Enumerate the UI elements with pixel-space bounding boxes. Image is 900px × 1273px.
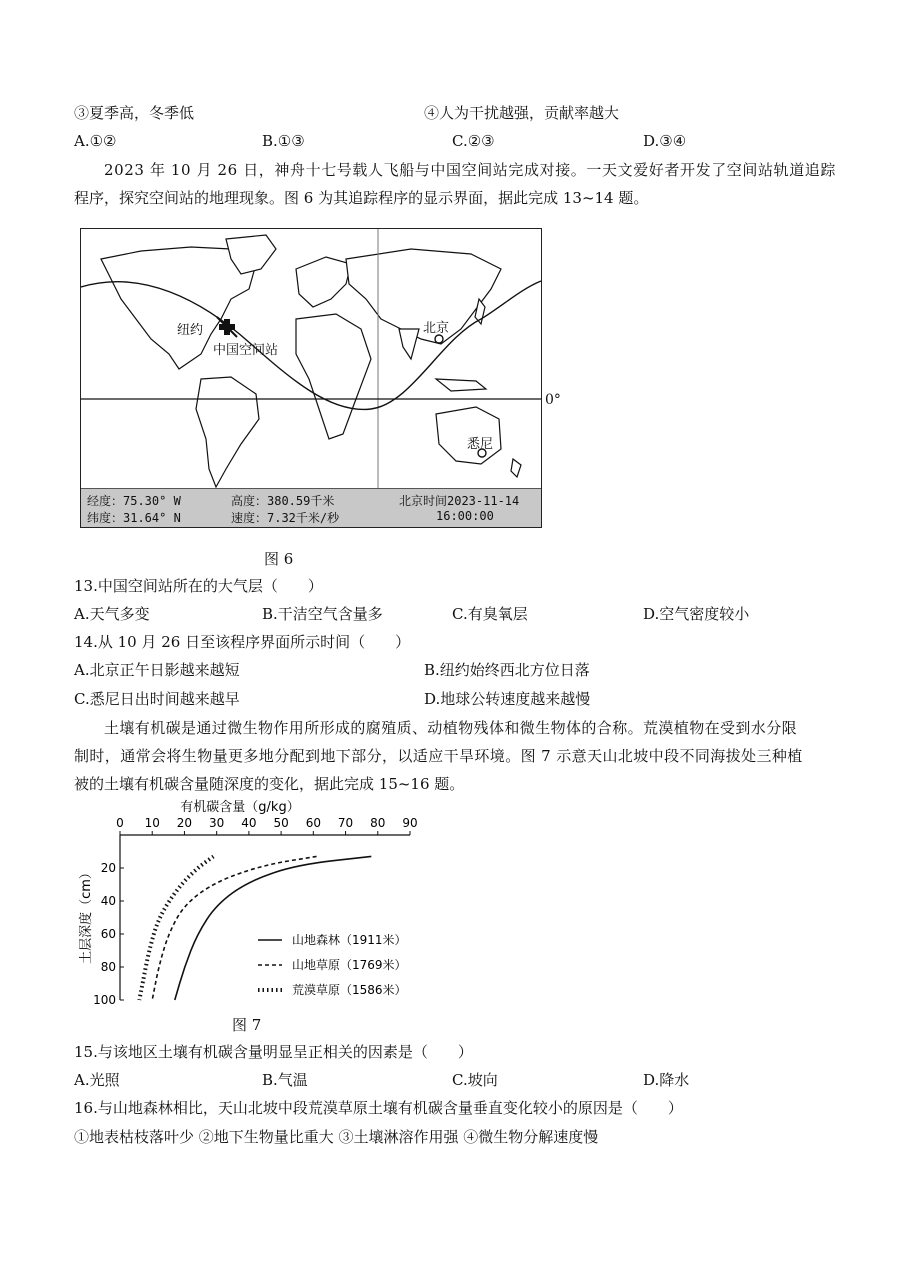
legend-label-3: 荒漠草原（1586米） — [292, 983, 407, 997]
x-axis-ticks — [116, 816, 417, 835]
x-tick-label: 30 — [209, 816, 225, 830]
label-space-station: 中国空间站 — [213, 343, 279, 358]
q15-option-d: D.降水 — [643, 1071, 690, 1089]
indonesia-shape — [436, 379, 486, 391]
choice-a: A.①② — [74, 132, 117, 150]
figure-7-caption: 图 7 — [232, 1016, 262, 1034]
new-zealand-shape — [511, 459, 521, 477]
info-beijing-date: 北京时间2023-11-14 — [399, 494, 520, 508]
series-line-2 — [152, 856, 316, 1000]
q15-option-c: C.坡向 — [452, 1071, 498, 1089]
legend-label-2: 山地草原（1769米） — [292, 958, 407, 972]
info-latitude: 纬度：31.64° N — [87, 511, 181, 525]
option-3-text: ③夏季高，冬季低 — [74, 104, 195, 122]
y-tick-label: 20 — [100, 861, 116, 875]
q13-option-b: B.干洁空气含量多 — [262, 605, 383, 623]
figure-7-chart — [70, 795, 430, 1015]
y-axis-ticks — [93, 861, 124, 1007]
q16-statements: ①地表枯枝落叶少 ②地下生物量比重大 ③土壤淋溶作用强 ④微生物分解速度慢 — [74, 1128, 599, 1146]
europe-shape — [296, 257, 351, 307]
y-tick-label: 40 — [100, 894, 116, 908]
x-tick-label: 60 — [305, 816, 321, 830]
x-tick-label: 70 — [337, 816, 354, 830]
figure-6-map — [80, 228, 542, 528]
chart-series — [139, 856, 371, 1000]
q14-option-a: A.北京正午日影越来越短 — [74, 661, 240, 679]
y-tick-label: 80 — [100, 960, 116, 974]
world-map-svg — [81, 229, 541, 527]
africa-shape — [296, 314, 371, 439]
info-altitude: 高度：380.59千米 — [231, 494, 335, 508]
info-beijing-time: 16:00:00 — [436, 509, 494, 523]
chart-ylabel: 土层深度（cm） — [79, 866, 94, 964]
question-13: 13.中国空间站所在的大气层（ ） — [74, 577, 323, 595]
q14-option-b: B.纽约始终西北方位日落 — [424, 661, 590, 679]
q13-option-c: C.有臭氧层 — [452, 605, 528, 623]
chart-xlabel: 有机碳含量（g/kg） — [180, 800, 300, 815]
passage-1-line-2: 程序，探究空间站的地理现象。图 6 为其追踪程序的显示界面，据此完成 13~14 题。 — [74, 189, 649, 207]
passage-2-line-3: 被的土壤有机碳含量随深度的变化，据此完成 15~16 题。 — [74, 775, 465, 793]
x-tick-label: 40 — [241, 816, 257, 830]
figure-6-caption: 图 6 — [264, 550, 294, 568]
q14-option-d: D.地球公转速度越来越慢 — [424, 690, 591, 708]
q13-option-d: D.空气密度较小 — [643, 605, 750, 623]
question-15: 15.与该地区土壤有机碳含量明显呈正相关的因素是（ ） — [74, 1043, 473, 1061]
choice-b: B.①③ — [262, 132, 305, 150]
choice-d: D.③④ — [643, 132, 687, 150]
space-station-icon — [217, 317, 237, 337]
q15-option-a: A.光照 — [74, 1071, 120, 1089]
choice-c: C.②③ — [452, 132, 495, 150]
chart-legend — [258, 932, 407, 997]
y-tick-label: 60 — [100, 927, 116, 941]
label-sydney: 悉尼 — [467, 437, 494, 452]
passage-1-line-1: 2023 年 10 月 26 日，神舟十七号载人飞船与中国空间站完成对接。一天文爱好者开发了空间站轨道追踪 — [104, 161, 836, 179]
label-newyork: 纽约 — [177, 323, 204, 338]
option-4-text: ④人为干扰越强，贡献率越大 — [424, 104, 620, 122]
tracker-info-panel — [81, 488, 541, 527]
x-tick-label: 0 — [116, 816, 124, 830]
x-tick-label: 10 — [144, 816, 160, 830]
continent-outlines — [101, 235, 521, 487]
india-shape — [399, 329, 419, 359]
x-tick-label: 50 — [273, 816, 289, 830]
question-14: 14.从 10 月 26 日至该程序界面所示时间（ ） — [74, 633, 411, 651]
passage-2-line-2: 制时，通常会将生物量更多地分配到地下部分，以适应干旱环境。图 7 示意天山北坡中段不同海拔处三种植 — [74, 747, 803, 765]
y-tick-label: 100 — [93, 993, 116, 1007]
south-america-shape — [196, 377, 259, 487]
label-beijing: 北京 — [423, 321, 450, 336]
series-line-1 — [175, 856, 372, 1000]
label-equator: 0° — [545, 392, 561, 408]
legend-label-1: 山地森林（1911米） — [292, 933, 407, 947]
q15-option-b: B.气温 — [262, 1071, 308, 1089]
x-tick-label: 90 — [402, 816, 418, 830]
q14-option-c: C.悉尼日出时间越来越早 — [74, 690, 240, 708]
q13-option-a: A.天气多变 — [74, 605, 150, 623]
passage-2-line-1: 土壤有机碳是通过微生物作用所形成的腐殖质、动植物残体和微生物体的合称。荒漠植物在受到水分限 — [104, 719, 798, 737]
x-tick-label: 80 — [370, 816, 386, 830]
question-16: 16.与山地森林相比，天山北坡中段荒漠草原土壤有机碳含量垂直变化较小的原因是（ ） — [74, 1099, 683, 1117]
beijing-marker — [435, 335, 443, 343]
x-tick-label: 20 — [176, 816, 193, 830]
info-longitude: 经度：75.30° W — [87, 494, 181, 508]
info-speed: 速度：7.32千米/秒 — [231, 511, 340, 525]
